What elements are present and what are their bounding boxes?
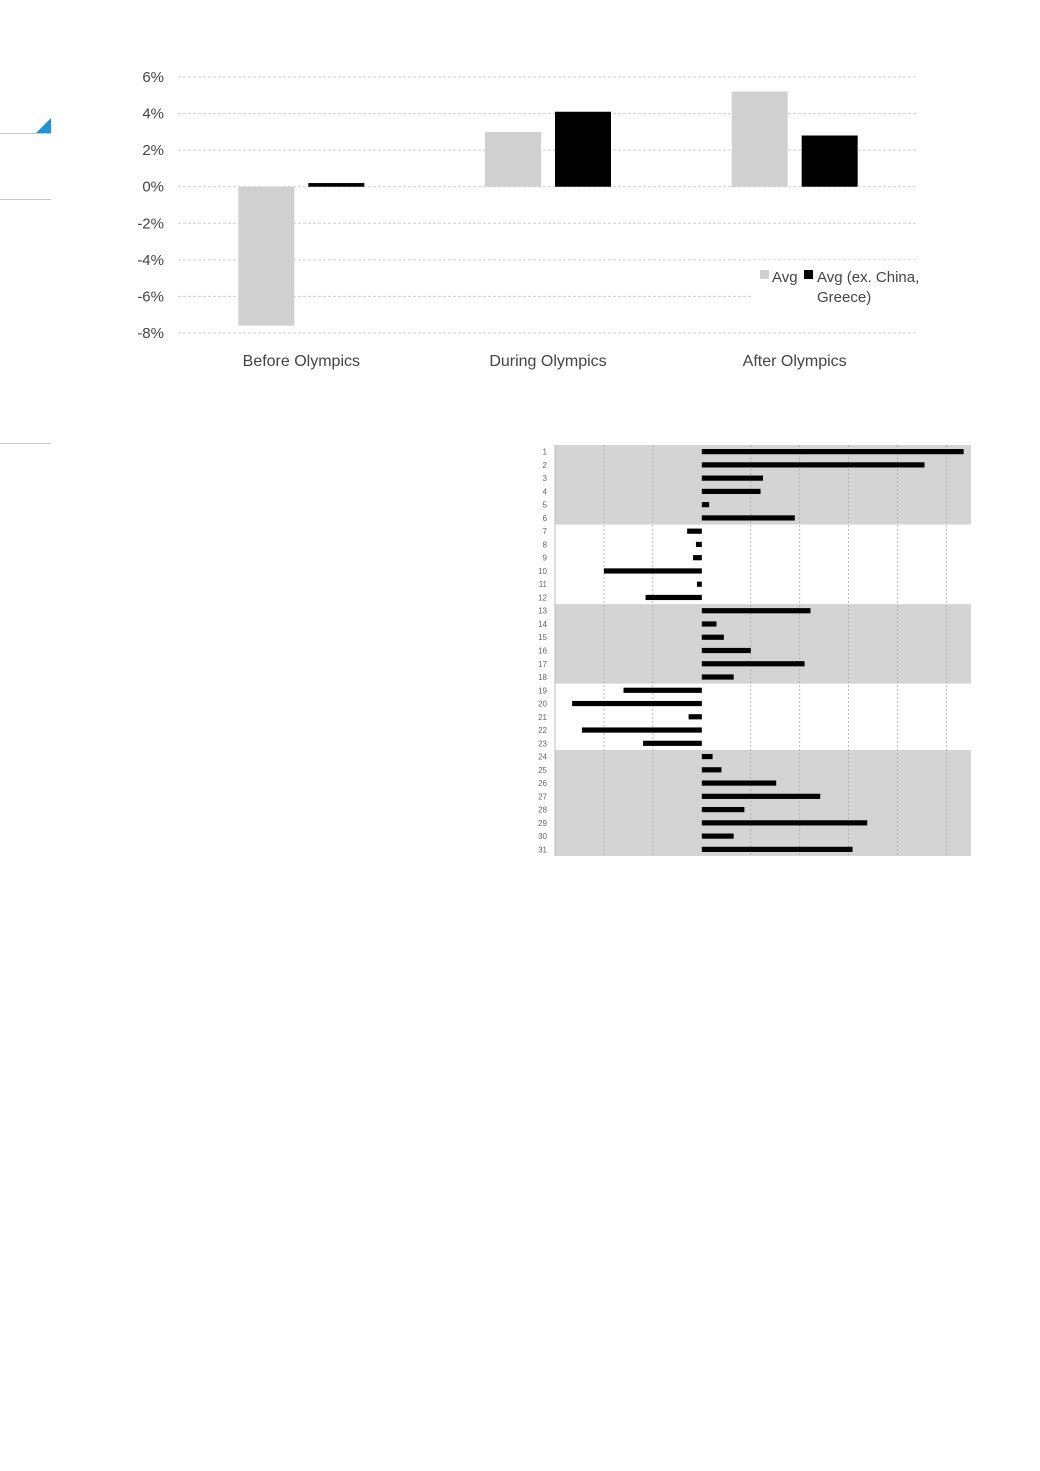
bar bbox=[702, 635, 724, 640]
row-label: 21 bbox=[538, 712, 547, 722]
row-label: 8 bbox=[542, 540, 547, 550]
bar bbox=[702, 820, 867, 825]
y-tick-label: 6% bbox=[142, 69, 164, 86]
bar bbox=[702, 502, 709, 507]
row-label: 13 bbox=[538, 606, 547, 616]
bar bbox=[643, 741, 702, 746]
row-label: 5 bbox=[542, 500, 547, 510]
row-label: 23 bbox=[538, 739, 547, 749]
bar bbox=[702, 754, 713, 759]
row-label: 2 bbox=[542, 460, 547, 470]
row-label: 11 bbox=[538, 580, 547, 590]
bar bbox=[697, 582, 702, 587]
bar bbox=[702, 449, 964, 454]
row-label: 17 bbox=[538, 659, 547, 669]
bar bbox=[702, 807, 745, 812]
row-label: 6 bbox=[542, 513, 547, 523]
bar bbox=[702, 834, 734, 839]
y-tick-label: 0% bbox=[142, 178, 164, 196]
row-label: 28 bbox=[538, 805, 547, 815]
shaded-band bbox=[555, 445, 971, 525]
row-label: 14 bbox=[538, 619, 547, 629]
row-label: 26 bbox=[538, 779, 547, 789]
shaded-band bbox=[555, 604, 971, 684]
row-label: 7 bbox=[542, 527, 547, 537]
row-label: 12 bbox=[538, 593, 547, 603]
row-label: 25 bbox=[538, 765, 547, 775]
bar bbox=[624, 688, 702, 693]
y-tick-label: -4% bbox=[137, 251, 164, 269]
y-tick-label: -2% bbox=[137, 215, 164, 233]
bar bbox=[702, 462, 925, 467]
bar bbox=[702, 621, 717, 626]
row-label: 3 bbox=[542, 474, 547, 484]
row-label: 20 bbox=[538, 699, 547, 709]
shaded-band bbox=[555, 750, 971, 856]
row-label: 27 bbox=[538, 792, 547, 802]
y-tick-label: -8% bbox=[137, 325, 164, 342]
row-label: 9 bbox=[542, 553, 547, 563]
bar bbox=[702, 794, 820, 799]
row-label: 30 bbox=[538, 832, 547, 842]
row-label: 10 bbox=[538, 566, 547, 576]
y-tick-label: -6% bbox=[137, 288, 164, 306]
row-label: 15 bbox=[538, 633, 547, 643]
bar bbox=[687, 529, 702, 534]
bar bbox=[693, 555, 702, 560]
legend-label: Avg (ex. China, Greece) bbox=[817, 269, 920, 306]
row-label: 16 bbox=[538, 646, 547, 656]
x-tick-label: During Olympics bbox=[489, 353, 607, 370]
bar bbox=[702, 515, 795, 520]
bar bbox=[702, 608, 811, 613]
y-tick-label: 4% bbox=[142, 105, 164, 123]
bar bbox=[702, 648, 751, 653]
bar bbox=[702, 780, 776, 785]
row-label: 4 bbox=[542, 487, 547, 497]
legend-label: Avg bbox=[772, 269, 798, 286]
row-label: 31 bbox=[538, 845, 547, 855]
bar bbox=[702, 847, 853, 852]
x-tick-label: Before Olympics bbox=[242, 353, 361, 370]
bar bbox=[582, 727, 702, 732]
bar bbox=[702, 489, 761, 494]
row-label: 29 bbox=[538, 818, 547, 828]
row-label: 19 bbox=[538, 686, 547, 696]
bar bbox=[702, 674, 734, 679]
bar bbox=[702, 661, 805, 666]
bar bbox=[646, 595, 702, 600]
row-label: 1 bbox=[542, 447, 547, 457]
bar bbox=[572, 701, 702, 706]
bar bbox=[689, 714, 702, 719]
row-label: 24 bbox=[538, 752, 547, 762]
bar bbox=[696, 542, 702, 547]
y-tick-label: 2% bbox=[142, 142, 164, 160]
bar bbox=[604, 568, 702, 573]
row-label: 18 bbox=[538, 673, 547, 683]
bar bbox=[702, 767, 722, 772]
x-tick-label: After Olympics bbox=[742, 353, 847, 370]
bar bbox=[702, 476, 763, 481]
row-label: 22 bbox=[538, 726, 547, 736]
